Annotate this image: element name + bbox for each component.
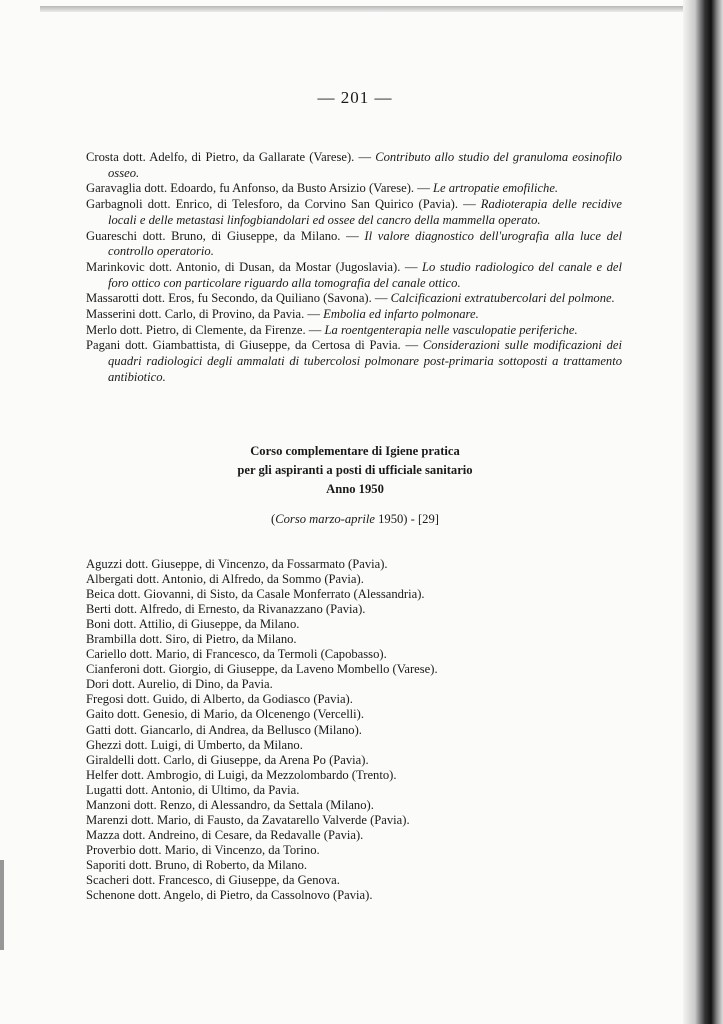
participant-entry: Gaito dott. Genesio, di Mario, da Olcenengo (Vercelli).: [86, 707, 365, 722]
section-title-line-1: Corso complementare di Igiene pratica: [250, 444, 460, 458]
participant-entry: Cariello dott. Mario, di Francesco, da Termoli (Capobasso).: [86, 647, 387, 662]
thesis-title: Embolia ed infarto polmonare.: [323, 307, 479, 322]
section-title-year: Anno 1950: [326, 482, 384, 496]
thesis-author: Merlo dott. Pietro, di Clemente, da Firenze. —: [86, 322, 322, 337]
thesis-title: La roentgenterapia nelle vasculopatie periferiche.: [324, 322, 578, 337]
thesis-title: Calcificazioni extratubercolari del polmone.: [390, 291, 615, 306]
thesis-entry: [86, 323, 622, 339]
participant-entry: Gatti dott. Giancarlo, di Andrea, da Bellusco (Milano).: [86, 722, 362, 737]
participant-entry: Proverbio dott. Mario, di Vincenzo, da Torino.: [86, 842, 320, 857]
scan-top-edge: [40, 6, 693, 12]
thesis-title: Lo studio radiologico del canale e del foro ottico con particolare riguardo alla tomografia del canale ottico.: [108, 259, 623, 290]
subtitle-rest: 1950) - [29]: [374, 512, 439, 526]
participant-entry: Dori dott. Aurelio, di Dino, da Pavia.: [86, 677, 273, 692]
participant-entry: Scacheri dott. Francesco, di Giuseppe, da Genova.: [86, 872, 340, 887]
participant-entry: Mazza dott. Andreino, di Cesare, da Redavalle (Pavia).: [86, 827, 364, 842]
participant-entry: Helfer dott. Ambrogio, di Luigi, da Mezzolombardo (Trento).: [86, 767, 397, 782]
subtitle-course: Corso marzo-aprile: [275, 512, 375, 526]
thesis-author: Garbagnoli dott. Enrico, di Telesforo, da Corvino San Quirico (Pavia). —: [86, 197, 476, 212]
participants-list: [86, 557, 622, 903]
thesis-title: Le artropatie emofiliche.: [432, 181, 559, 196]
thesis-entry: [86, 229, 622, 260]
thesis-title: Il valore diagnostico dell'urografia alla luce del controllo operatorio.: [108, 228, 623, 259]
participant-entry: Marenzi dott. Mario, di Fausto, da Zavatarello Valverde (Pavia).: [86, 812, 410, 827]
page-number: — 201 —: [317, 88, 393, 107]
thesis-title: Radioterapia delle recidive locali e delle metastasi linfogbiandolari ed ossee del cancro della mammella operato.: [108, 197, 622, 227]
participant-entry: Brambilla dott. Siro, di Pietro, da Milano.: [86, 632, 297, 647]
theses-list: [86, 150, 622, 386]
thesis-title: Considerazioni sulle modificazioni dei quadri radiologici degli ammalati di tubercolosi polmonare post-primaria sottoposti a trattamento antibiotico.: [108, 338, 622, 384]
participant-entry: Cianferoni dott. Giorgio, di Giuseppe, da Laveno Mombello (Varese).: [86, 662, 438, 677]
thesis-entry: [86, 197, 622, 228]
participant-entry: Beica dott. Giovanni, di Sisto, da Casale Monferrato (Alessandria).: [86, 587, 425, 602]
thesis-entry: [86, 260, 622, 291]
section-title-line-2: per gli aspiranti a posti di ufficiale sanitario: [237, 463, 473, 477]
thesis-entry: [86, 307, 622, 323]
thesis-title: Contributo allo studio del granuloma eosinofilo osseo.: [108, 150, 622, 180]
thesis-entry: [86, 150, 622, 181]
participant-entry: Fregosi dott. Guido, di Alberto, da Godiasco (Pavia).: [86, 692, 353, 707]
thesis-entry: [86, 291, 622, 307]
thesis-author: Massarotti dott. Eros, fu Secondo, da Quiliano (Savona). —: [86, 291, 388, 306]
participant-entry: Berti dott. Alfredo, di Ernesto, da Rivanazzano (Pavia).: [86, 602, 366, 617]
thesis-author: Crosta dott. Adelfo, di Pietro, da Gallarate (Varese). —: [86, 150, 372, 164]
participant-entry: Ghezzi dott. Luigi, di Umberto, da Milano.: [86, 737, 303, 752]
section-heading: [0, 442, 710, 499]
participant-entry: Albergati dott. Antonio, di Alfredo, da Sommo (Pavia).: [86, 572, 364, 587]
scan-left-edge: [0, 860, 4, 950]
thesis-author: Garavaglia dott. Edoardo, fu Anfonso, da Busto Arsizio (Varese). —: [86, 181, 430, 196]
section-subtitle: [0, 512, 710, 527]
thesis-author: Marinkovic dott. Antonio, di Dusan, da Mostar (Jugoslavia). —: [86, 259, 418, 274]
thesis-entry: [86, 338, 622, 385]
thesis-author: Masserini dott. Carlo, di Provino, da Pavia. —: [86, 307, 321, 322]
participant-entry: Manzoni dott. Renzo, di Alessandro, da Settala (Milano).: [86, 797, 374, 812]
thesis-entry: [86, 181, 622, 197]
subtitle-open: (: [271, 512, 276, 526]
participant-entry: Giraldelli dott. Carlo, di Giuseppe, da Arena Po (Pavia).: [86, 752, 369, 767]
thesis-author: Guareschi dott. Bruno, di Giuseppe, da Milano. —: [86, 228, 359, 243]
participant-entry: Boni dott. Attilio, di Giuseppe, da Milano.: [86, 617, 300, 632]
participant-entry: Lugatti dott. Antonio, di Ultimo, da Pavia.: [86, 782, 300, 797]
participant-entry: Schenone dott. Angelo, di Pietro, da Cassolnovo (Pavia).: [86, 888, 373, 903]
thesis-author: Pagani dott. Giambattista, di Giuseppe, da Certosa di Pavia. —: [86, 338, 419, 353]
participant-entry: Saporiti dott. Bruno, di Roberto, da Milano.: [86, 857, 308, 872]
participant-entry: Aguzzi dott. Giuseppe, di Vincenzo, da Fossarmato (Pavia).: [86, 557, 388, 571]
